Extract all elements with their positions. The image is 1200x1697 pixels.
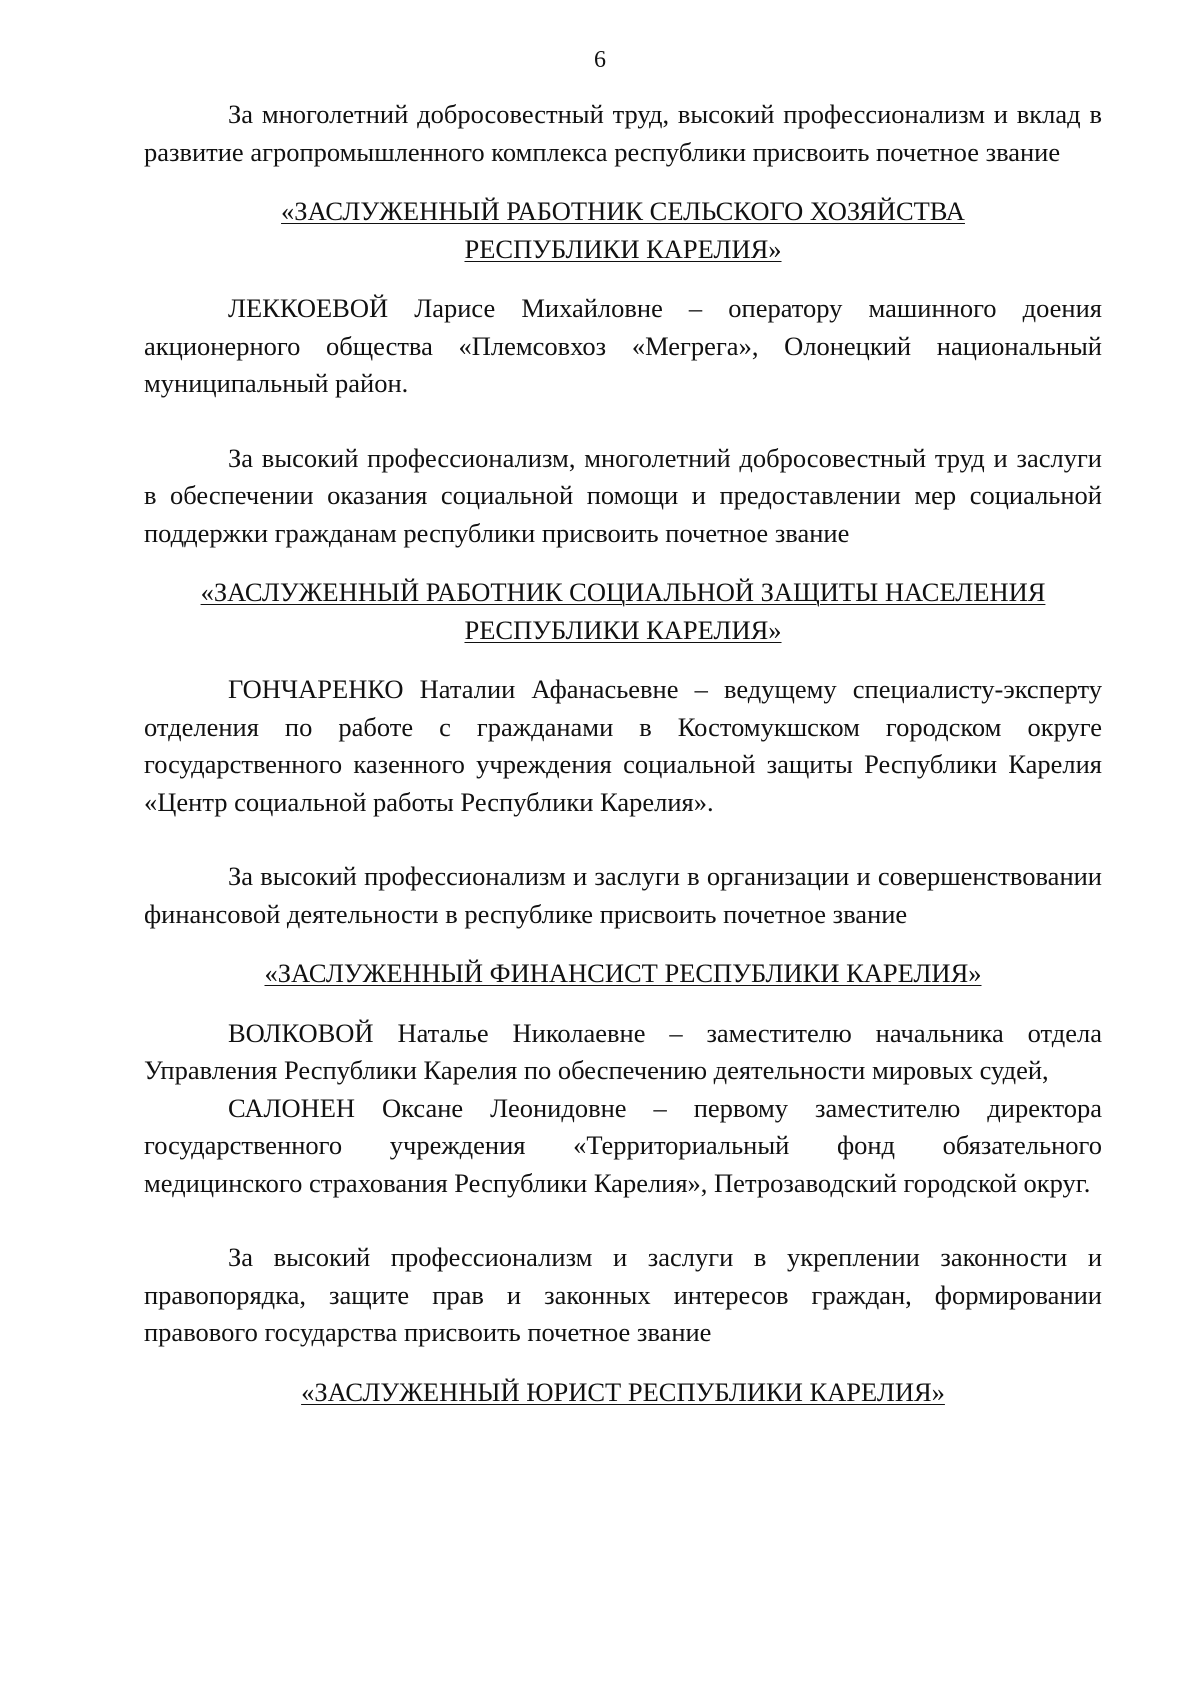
award-title-agriculture-line1: «ЗАСЛУЖЕННЫЙ РАБОТНИК СЕЛЬСКОГО ХОЗЯЙСТВА xyxy=(281,196,965,226)
awardee-goncharenko: ГОНЧАРЕНКО Наталии Афанасьевне – ведущему специалисту-эксперту отделения по работе с гражданами в Костомукшском городском округе государственного казенного учреждения социальной защиты Республики Карелия «Центр социальной работы Республики Карелия». xyxy=(144,674,1102,817)
award-title-financier: «ЗАСЛУЖЕННЫЙ ФИНАНСИСТ РЕСПУБЛИКИ КАРЕЛИЯ» xyxy=(264,958,982,988)
awardee-salonen: САЛОНЕН Оксане Леонидовне – первому заместителю директора государственного учреждения «Территориальный фонд обязательного медицинского страхования Республики Карелия», Петрозаводский городской округ. xyxy=(144,1092,1102,1198)
award-title-lawyer: «ЗАСЛУЖЕННЫЙ ЮРИСТ РЕСПУБЛИКИ КАРЕЛИЯ» xyxy=(301,1376,945,1407)
page-number: 6 xyxy=(594,47,606,73)
award-intro-agriculture: За многолетний добросовестный труд, высокий профессионализм и вклад в развитие агропромышленного комплекса республики присвоить почетное звание xyxy=(144,99,1102,167)
award-title-social-protection-line2: РЕСПУБЛИКИ КАРЕЛИЯ» xyxy=(464,614,782,645)
document-body xyxy=(144,96,1102,1411)
award-intro-financier: За высокий профессионализм и заслуги в организации и совершенствовании финансовой деятельности в республике присвоить почетное звание xyxy=(144,861,1102,929)
award-title-social-protection-line1: «ЗАСЛУЖЕННЫЙ РАБОТНИК СОЦИАЛЬНОЙ ЗАЩИТЫ НАСЕЛЕНИЯ xyxy=(200,577,1046,607)
award-intro-lawyer: За высокий профессионализм и заслуги в укреплении законности и правопорядка, защите прав и законных интересов граждан, формировании правового государства присвоить почетное звание xyxy=(144,1242,1102,1347)
award-title-agriculture-line2: РЕСПУБЛИКИ КАРЕЛИЯ» xyxy=(464,233,782,264)
awardee-volkova: ВОЛКОВОЙ Наталье Николаевне – заместителю начальника отдела Управления Республики Карелия по обеспечению деятельности мировых судей, xyxy=(144,1017,1102,1085)
awardee-lekkoeva: ЛЕККОЕВОЙ Ларисе Михайловне – оператору машинного доения акционерного общества «Племсовхоз «Мегрега», Олонецкий национальный муниципальный район. xyxy=(144,293,1102,398)
award-intro-social-protection: За высокий профессионализм, многолетний добросовестный труд и заслуги в обеспечении оказания социальной помощи и предоставлении мер социальной поддержки гражданам республики присвоить почетное звание xyxy=(144,442,1102,548)
